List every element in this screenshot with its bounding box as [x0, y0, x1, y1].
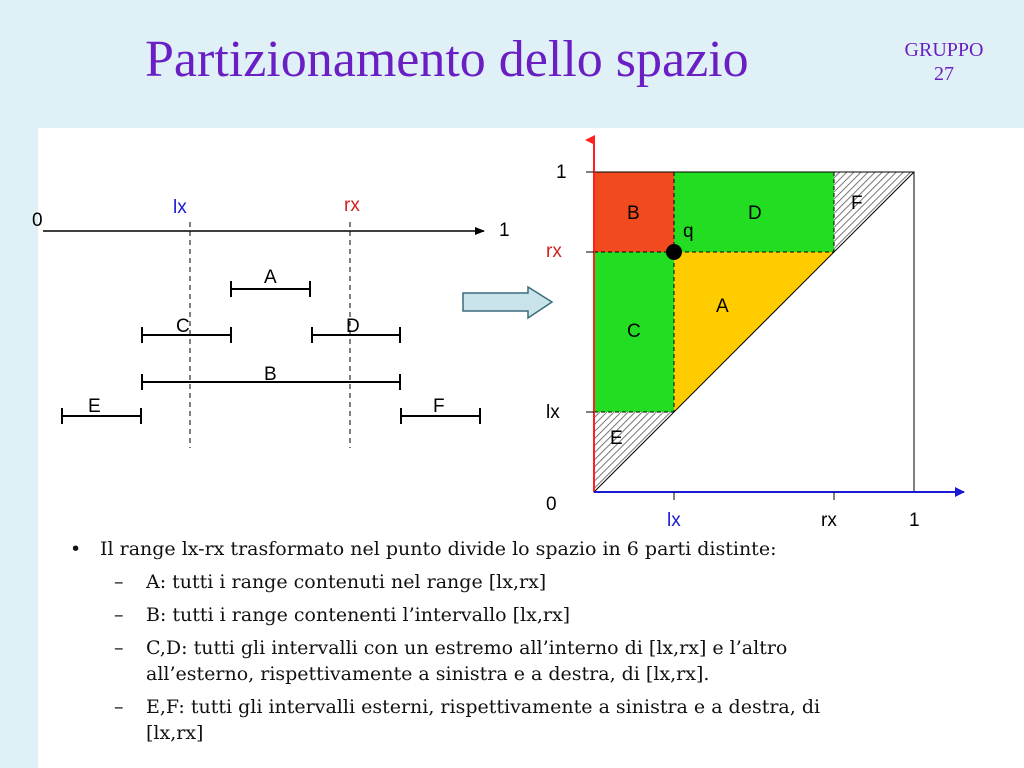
origin-zero-label: 0: [546, 494, 557, 515]
sub-bullet-b: – B: tutti i range contenenti l’intervallo [lx,rx]: [70, 602, 970, 628]
plane-diagram: [546, 140, 964, 531]
bullet-list: [70, 536, 970, 746]
sub-bullet-b-text: B: tutti i range contenenti l’intervallo [lx,rx]: [146, 604, 571, 626]
bullet-main-text: Il range lx-rx trasformato nel punto divide lo spazio in 6 parti distinte:: [100, 538, 777, 560]
point-q-label: q: [683, 221, 694, 242]
region-c-label: C: [627, 321, 641, 342]
x-axis-one-label: 1: [909, 510, 920, 531]
interval-d-label: D: [346, 316, 360, 337]
sub-bullet-ef: – E,F: tutti gli intervalli esterni, rispettivamente a sinistra e a destra, di [lx,rx]: [70, 694, 970, 746]
number-line-one: 1: [499, 220, 510, 241]
sub-bullet-cd: – C,D: tutti gli intervalli con un estremo all’interno di [lx,rx] e l’altro all’esterno, rispettivamente a sinistra e a destra, di [lx,rx].: [70, 635, 970, 687]
region-a-label: A: [716, 296, 729, 317]
bullet-marker: •: [70, 538, 82, 560]
rx-label: rx: [344, 195, 360, 216]
interval-c-label: C: [176, 316, 190, 337]
interval-e: [62, 408, 141, 424]
region-f-label: F: [851, 193, 863, 214]
x-axis-lx-label: lx: [667, 510, 681, 531]
group-label-line2: 27: [934, 63, 954, 85]
transform-arrow-icon: [463, 287, 552, 318]
number-line-zero: 0: [32, 210, 43, 231]
y-axis-lx-label: lx: [546, 402, 560, 423]
line-diagram: [32, 195, 510, 448]
interval-f-label: F: [433, 396, 445, 417]
sub-bullet-ef-line1: E,F: tutti gli intervalli esterni, rispettivamente a sinistra e a destra, di: [146, 696, 821, 718]
group-label-line1: GRUPPO: [904, 39, 984, 61]
sub-bullet-cd-line2: all’esterno, rispettivamente a sinistra e a destra, di [lx,rx].: [146, 663, 710, 685]
sub-bullet-a: – A: tutti i range contenuti nel range [lx,rx]: [70, 569, 970, 595]
y-axis-one-label: 1: [556, 162, 567, 183]
x-axis-rx-label: rx: [821, 510, 837, 531]
region-b-label: B: [627, 203, 640, 224]
region-d-label: D: [748, 203, 762, 224]
interval-e-label: E: [88, 396, 101, 417]
point-q: [666, 244, 682, 260]
y-axis-rx-label: rx: [546, 241, 562, 262]
sub-bullet-cd-line1: C,D: tutti gli intervalli con un estremo all’interno di [lx,rx] e l’altro: [146, 637, 788, 659]
interval-b-label: B: [264, 364, 277, 385]
lx-label: lx: [173, 197, 187, 218]
region-e-label: E: [610, 428, 623, 449]
interval-a-label: A: [264, 267, 277, 288]
bullet-main: [70, 536, 970, 562]
sub-bullet-a-text: A: tutti i range contenuti nel range [lx,rx]: [146, 571, 547, 593]
sub-bullet-ef-line2: [lx,rx]: [146, 722, 204, 744]
slide-title: Partizionamento dello spazio: [145, 31, 749, 88]
